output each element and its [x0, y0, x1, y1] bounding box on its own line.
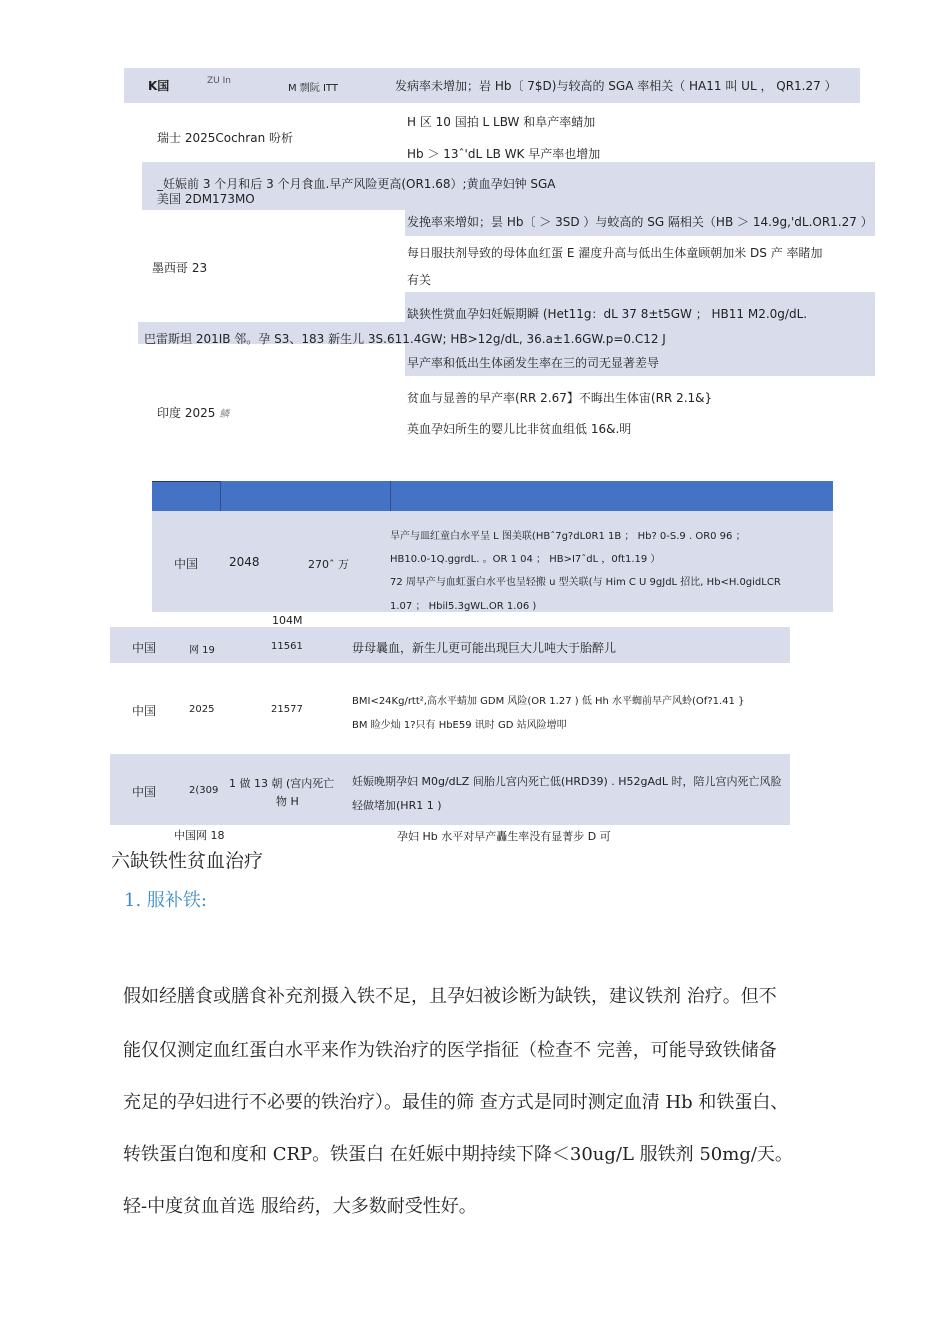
paragraph-line-2: 能仅仅测定血红蛋白水平来作为铁治疗的医学指征（检查不 完善，可能导致铁储备: [123, 1040, 777, 1061]
cell-country-india-text: 印度 2025: [157, 406, 216, 420]
cell-year-china-4: 2(309: [189, 785, 219, 796]
cell-country-india: [157, 404, 229, 421]
cell-n-china-4-line1: 1 做 13 朝 (宫内死亡: [229, 777, 335, 790]
cell-year-uk: ZU In: [207, 76, 231, 86]
cell-country-mexico: 墨西哥 23: [152, 261, 208, 275]
cell-finding-china-1-line3: 72 周早产与血虹蛋白水平也呈轻搬 u 型关联(与 Him C U 9gJdL 招比, Hb<H.0gidLCR: [390, 577, 781, 588]
cell-finding-pakistan-1: 缺狭性赏血孕妇妊娠期瞬 (Het11g：dL 37 8±t5GW ； HB11 M2.0g/dL.: [407, 307, 808, 321]
cell-finding-india-1: 贫血与显善的早产率(RR 2.67】不晦出生体宙(RR 2.1&}: [407, 391, 713, 405]
cell-finding-uk: 发病率未增加；岩 Hb〔 7$D)与较高的 SGA 率相关（ HA11 叫 UL ， QR1.27 ）: [395, 79, 837, 93]
footer-country: 中国网 18: [174, 829, 225, 842]
paragraph-line-1: 假如经膳食或膳食补充剂摄入铁不足，且孕妇被诊断为缺铁，建议铁剂 治疗。但不: [123, 986, 777, 1007]
header-divider-2: [390, 481, 391, 511]
cell-finding-switzerland-1: H 区 10 国拍 L LBW 和阜产率蜻加: [407, 115, 596, 129]
cell-finding-china-1-line2: HB10.0-1Q.ggrdL. 。OR 1 04 ； HB>I7ˆdL ，0ft1.19 ）: [390, 554, 661, 565]
section-title: 六缺铁性贫血治疗: [111, 850, 264, 872]
paragraph-line-3: 充足的孕妇进行不必要的铁治疗）。最佳的筛 查方式是同时测定血清 Hb 和铁蛋白、: [123, 1092, 789, 1113]
header-topline: [152, 481, 220, 482]
cell-country-pakistan: 巴雷斯坦 201IB 邻。孕 S3、183 新生儿 3S.611.4GW; HB>12g/dL, 36.a±1.6GW.p=0.C12 J: [144, 332, 666, 346]
cell-note-104m: 104M: [272, 614, 303, 627]
cell-country-china-3: 中国: [132, 704, 157, 718]
cell-country-china-1: 中国: [174, 557, 199, 571]
cell-finding-china-4-line2: 轻做堵加(HR1 1 ): [352, 799, 442, 812]
cell-year-china-3: 2025: [189, 704, 215, 715]
cell-finding-china-4-line1: 妊娠晚期孕妇 M0g/dLZ 间胎儿宫内死亡低(HRD39) . H52gAdL 时，陪儿宫内死亡风脸: [352, 775, 782, 788]
paragraph-line-4: 转铁蛋白饱和度和 CRP。铁蛋白 在妊娠中期持续下降＜30ug/L 服铁剂 50mg/天。: [123, 1144, 793, 1165]
cell-country-india-suffix: 鳞: [219, 409, 230, 420]
header-divider-1: [220, 481, 221, 511]
cell-finding-china-1-line1: 旱产与皿红童白水平呈 L 图美联(HBˆ7g?dL0R1 1B ； Hb? 0-S.9 . OR0 96 ；: [390, 531, 746, 542]
cell-n-china-1: 270ˆ 万: [308, 558, 349, 571]
cell-country-us: 美国 2DM173MO: [157, 192, 255, 206]
cell-finding-mexico-1: 发挽率来增如；昙 Hb〔 ＞ 3SD ）与蛟高的 SG 隔相关（HB ＞ 14.9g,'dL.OR1.27 ）: [407, 215, 873, 229]
cell-n-china-2: 11561: [271, 641, 303, 652]
footer-finding: 孕妇 Hb 水平对早产轟生率没有显菁步 D 可: [397, 830, 611, 843]
cell-finding-switzerland-2: Hb ＞ 13ˆ'dL LB WK 早产率也增加: [407, 147, 601, 161]
cell-year-china-2: 网 19: [189, 645, 215, 656]
cell-finding-china-1-line4: 1.07 ； Hbil5.3gWL.OR 1.06 ): [390, 601, 537, 612]
cell-finding-india-2: 英血孕妇所生的婴儿比非贫血组低 16&.明: [407, 422, 632, 436]
cell-country-uk: K国: [148, 79, 170, 93]
cell-country-switzerland: 瑞士 2025Cochran 吩析: [157, 131, 293, 145]
cell-country-china-4: 中国: [132, 785, 157, 799]
cell-country-china-2: 中国: [132, 641, 157, 655]
cell-n-china-3: 21577: [271, 704, 303, 715]
cell-finding-china-2: 毋母曩血，新生儿更可能出现巨大儿吨大于胎醉儿: [352, 641, 617, 655]
cell-finding-china-3-line1: BMI<24Kg/rtt²,高水平蜻加 GDM 风险(OR 1.27 ) 低 Hh 水平蜘前早产风蛉(Of?1.41 }: [352, 696, 745, 707]
cell-finding-mexico-3: 有关: [407, 273, 432, 287]
cell-year-china-1: 2048: [229, 555, 260, 569]
paragraph-line-5: 轻-中度贫血首选 服给药，大多数耐受性好。: [123, 1196, 477, 1217]
cell-n-uk: M 剽阮 ITT: [288, 83, 338, 94]
cell-n-china-4-line2: 物 H: [276, 795, 299, 808]
cell-finding-china-3-line2: BM 睑少灿 1?只有 HbE59 讯时 GD 站风险增叩: [352, 720, 567, 731]
cell-finding-pakistan-2: 早产率和低出生体函发生率在三的司无显著差导: [407, 356, 660, 370]
section-subtitle: 1. 服补铁:: [124, 890, 207, 911]
cell-finding-us: _妊娠前 3 个月和后 3 个月食血.早产风险更高(OR1.68）;黄血孕妇钟 SGA: [157, 177, 556, 191]
cell-finding-mexico-2: 每日服扶剂导致的母体血红蛋 E 濯度升高与低出生体童顾朝加米 DS 产 率睹加: [407, 246, 823, 260]
table-header: [152, 481, 833, 511]
